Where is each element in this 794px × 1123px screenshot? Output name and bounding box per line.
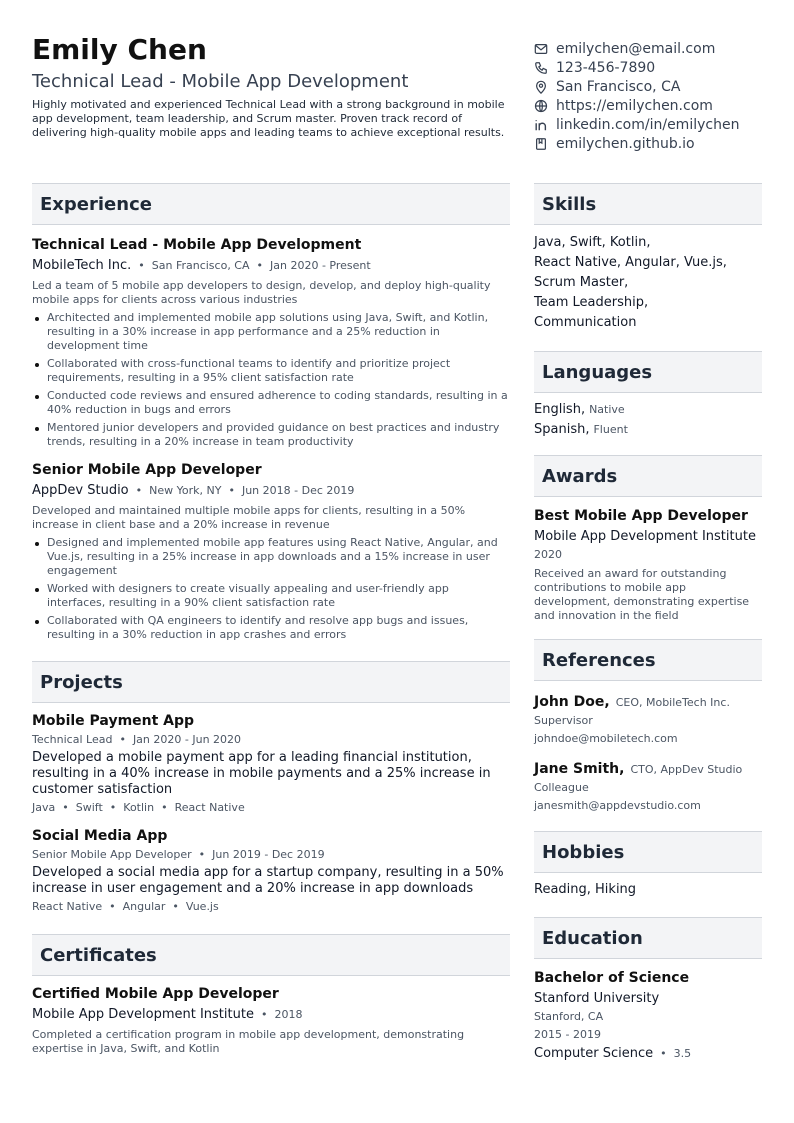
reference-name: Jane Smith, — [534, 761, 625, 777]
project-role: Technical Lead — [32, 733, 113, 746]
profile-summary: Highly motivated and experienced Technical Lead with a strong background in mobile app development, team leadership, and Scrum master. Proven track record of delivering high-quality mobile apps and leading teams to achieve exceptional results. — [32, 98, 505, 139]
project-tag: Java — [32, 801, 56, 814]
certificates-heading: Certificates — [32, 934, 510, 976]
job-description: Developed and maintained multiple mobile apps for clients, resulting in a 50% increase in client base and a 20% increase in revenue — [32, 504, 466, 531]
language-name: English, — [534, 402, 586, 417]
projects-heading: Projects — [32, 661, 510, 703]
education-heading: Education — [534, 917, 762, 959]
experience-heading: Experience — [32, 183, 510, 225]
contact-linkedin-text: linkedin.com/in/emilychen — [556, 116, 740, 133]
reference-entry — [534, 758, 762, 813]
project-tags — [32, 900, 510, 914]
job-company: MobileTech Inc. — [32, 258, 132, 273]
separator-dot: • — [135, 484, 143, 497]
language-item — [534, 400, 762, 420]
skills-heading: Skills — [534, 183, 762, 225]
phone-icon — [534, 61, 548, 75]
language-level: Native — [589, 403, 625, 416]
contact-website-text: https://emilychen.com — [556, 97, 713, 114]
project-tag: React Native — [32, 900, 103, 913]
job-meta — [32, 483, 510, 499]
education-field: Computer Science — [534, 1046, 654, 1061]
skills-line: React Native, Angular, Vue.js, — [534, 255, 727, 270]
contact-phone[interactable] — [534, 58, 784, 77]
skills-line: Java, Swift, Kotlin, — [534, 235, 651, 250]
reference-header — [534, 758, 762, 777]
mail-icon — [534, 42, 548, 56]
job-title: Technical Lead - Mobile App Development — [32, 237, 362, 253]
job-bullets — [32, 536, 510, 642]
job-dates: Jan 2020 - Present — [270, 259, 371, 272]
globe-icon — [534, 99, 548, 113]
hobbies-list: Reading, Hiking — [534, 882, 637, 897]
project-title: Mobile Payment App — [32, 713, 195, 729]
separator-dot: • — [660, 1047, 667, 1060]
award-description: Received an award for outstanding contributions to mobile app development, demonstrating expertise and innovation in the field — [534, 567, 750, 622]
separator-dot: • — [109, 900, 116, 913]
project-tag: React Native — [174, 801, 245, 814]
references-heading: References — [534, 639, 762, 681]
skills-line: Scrum Master, — [534, 275, 629, 290]
job-entry — [32, 462, 510, 642]
contact-list — [534, 39, 784, 153]
candidate-name: Emily Chen — [32, 33, 207, 66]
job-title: Senior Mobile App Developer — [32, 462, 262, 478]
language-level: Fluent — [593, 423, 628, 436]
job-location: San Francisco, CA — [151, 259, 250, 272]
separator-dot: • — [62, 801, 69, 814]
certificate-entry — [32, 986, 510, 1056]
reference-header — [534, 691, 762, 710]
contact-linkedin[interactable] — [534, 115, 784, 134]
reference-email[interactable]: janesmith@appdevstudio.com — [534, 799, 701, 812]
separator-dot: • — [109, 801, 117, 814]
reference-relation: Colleague — [534, 781, 589, 794]
resume-header — [32, 34, 512, 140]
reference-relation: Supervisor — [534, 714, 593, 727]
left-column — [32, 183, 510, 1056]
job-meta — [32, 258, 510, 274]
education-school: Stanford University — [534, 991, 660, 1006]
map-pin-icon — [534, 80, 548, 94]
separator-dot: • — [172, 900, 179, 913]
contact-email[interactable] — [534, 39, 784, 58]
reference-position: CEO, MobileTech Inc. — [615, 696, 730, 709]
contact-github[interactable] — [534, 134, 784, 153]
project-title: Social Media App — [32, 828, 168, 844]
separator-dot: • — [198, 848, 206, 861]
contact-email-text: emilychen@email.com — [556, 40, 716, 57]
project-entry — [32, 713, 510, 815]
job-bullet: Architected and implemented mobile app solutions using Java, Swift, and Kotlin, resulting in a 30% increase in app performance and a 25% reduction in development time — [32, 311, 510, 353]
project-tag: Kotlin — [123, 801, 155, 814]
contact-phone-text: 123-456-7890 — [556, 59, 656, 76]
project-role: Senior Mobile App Developer — [32, 848, 192, 861]
separator-dot: • — [228, 484, 235, 497]
candidate-role: Technical Lead - Mobile App Development — [32, 71, 409, 92]
job-entry — [32, 237, 510, 449]
job-bullet: Conducted code reviews and ensured adherence to coding standards, resulting in a 40% reduction in bugs and errors — [32, 389, 510, 417]
reference-position: CTO, AppDev Studio — [630, 763, 743, 776]
awards-heading: Awards — [534, 455, 762, 497]
job-bullet: Designed and implemented mobile app features using React Native, Angular, and Vue.js, resulting in a 25% increase in app downloads and a 15% increase in user engagement — [32, 536, 510, 578]
job-company: AppDev Studio — [32, 483, 129, 498]
education-entry — [534, 969, 762, 1061]
certificate-issuer: Mobile App Development Institute — [32, 1007, 254, 1022]
award-year: 2020 — [534, 548, 562, 561]
project-tags — [32, 801, 510, 815]
project-description: Developed a mobile payment app for a leading financial institution, resulting in a 40% increase in mobile payments and a 25% increase in customer satisfaction — [32, 750, 491, 797]
separator-dot: • — [260, 1008, 268, 1021]
project-meta — [32, 848, 510, 862]
award-title: Best Mobile App Developer — [534, 508, 748, 524]
project-tag: Swift — [75, 801, 103, 814]
languages-heading: Languages — [534, 351, 762, 393]
job-bullets — [32, 311, 510, 449]
separator-dot: • — [161, 801, 168, 814]
job-location: New York, NY — [149, 484, 222, 497]
job-bullet: Worked with designers to create visually appealing and user-friendly app interfaces, resulting in a 90% client satisfaction rate — [32, 582, 510, 610]
contact-location-text: San Francisco, CA — [556, 78, 681, 95]
job-dates: Jun 2018 - Dec 2019 — [241, 484, 355, 497]
contact-location — [534, 77, 784, 96]
language-item — [534, 420, 762, 440]
certificate-title: Certified Mobile App Developer — [32, 986, 279, 1002]
job-bullet: Collaborated with QA engineers to identify and resolve app bugs and issues, resulting in a 30% reduction in app crashes and errors — [32, 614, 510, 642]
languages-list — [534, 400, 762, 440]
contact-website[interactable] — [534, 96, 784, 115]
education-location: Stanford, CA — [534, 1010, 604, 1023]
job-bullet: Mentored junior developers and provided guidance on best practices and industry trends, resulting in a 20% increase in team productivity — [32, 421, 510, 449]
skills-line: Communication — [534, 315, 637, 330]
project-dates: Jan 2020 - Jun 2020 — [132, 733, 242, 746]
reference-email[interactable]: johndoe@mobiletech.com — [534, 732, 678, 745]
education-gpa: 3.5 — [673, 1047, 692, 1060]
right-column — [534, 183, 762, 1061]
certificate-description: Completed a certification program in mobile app development, demonstrating expertise in Java, Swift, and Kotlin — [32, 1028, 465, 1055]
project-dates: Jun 2019 - Dec 2019 — [212, 848, 325, 861]
skills-list — [534, 233, 762, 333]
separator-dot: • — [138, 259, 145, 272]
education-degree: Bachelor of Science — [534, 970, 690, 986]
award-issuer: Mobile App Development Institute — [534, 529, 756, 544]
reference-entry — [534, 691, 762, 746]
job-description: Led a team of 5 mobile app developers to design, develop, and deploy high-quality mobile apps for clients across various industries — [32, 279, 491, 306]
certificate-year: 2018 — [274, 1008, 303, 1021]
project-entry — [32, 828, 510, 914]
separator-dot: • — [256, 259, 264, 272]
education-dates: 2015 - 2019 — [534, 1028, 601, 1041]
project-meta — [32, 733, 510, 747]
project-tag: Angular — [122, 900, 166, 913]
bookmark-icon — [534, 137, 548, 151]
hobbies-heading: Hobbies — [534, 831, 762, 873]
job-bullet: Collaborated with cross-functional teams to identify and prioritize project requirements, resulting in a 95% client satisfaction rate — [32, 357, 510, 385]
linkedin-icon — [534, 118, 548, 132]
project-description: Developed a social media app for a startup company, resulting in a 50% increase in user engagement and a 20% increase in app downloads — [32, 865, 504, 896]
certificate-meta — [32, 1007, 510, 1023]
project-tag: Vue.js — [185, 900, 219, 913]
award-entry — [534, 507, 762, 623]
reference-name: John Doe, — [534, 694, 610, 710]
education-field-row — [534, 1046, 762, 1061]
language-name: Spanish, — [534, 422, 590, 437]
separator-dot: • — [119, 733, 126, 746]
skills-line: Team Leadership, — [534, 295, 649, 310]
contact-github-text: emilychen.github.io — [556, 135, 695, 152]
